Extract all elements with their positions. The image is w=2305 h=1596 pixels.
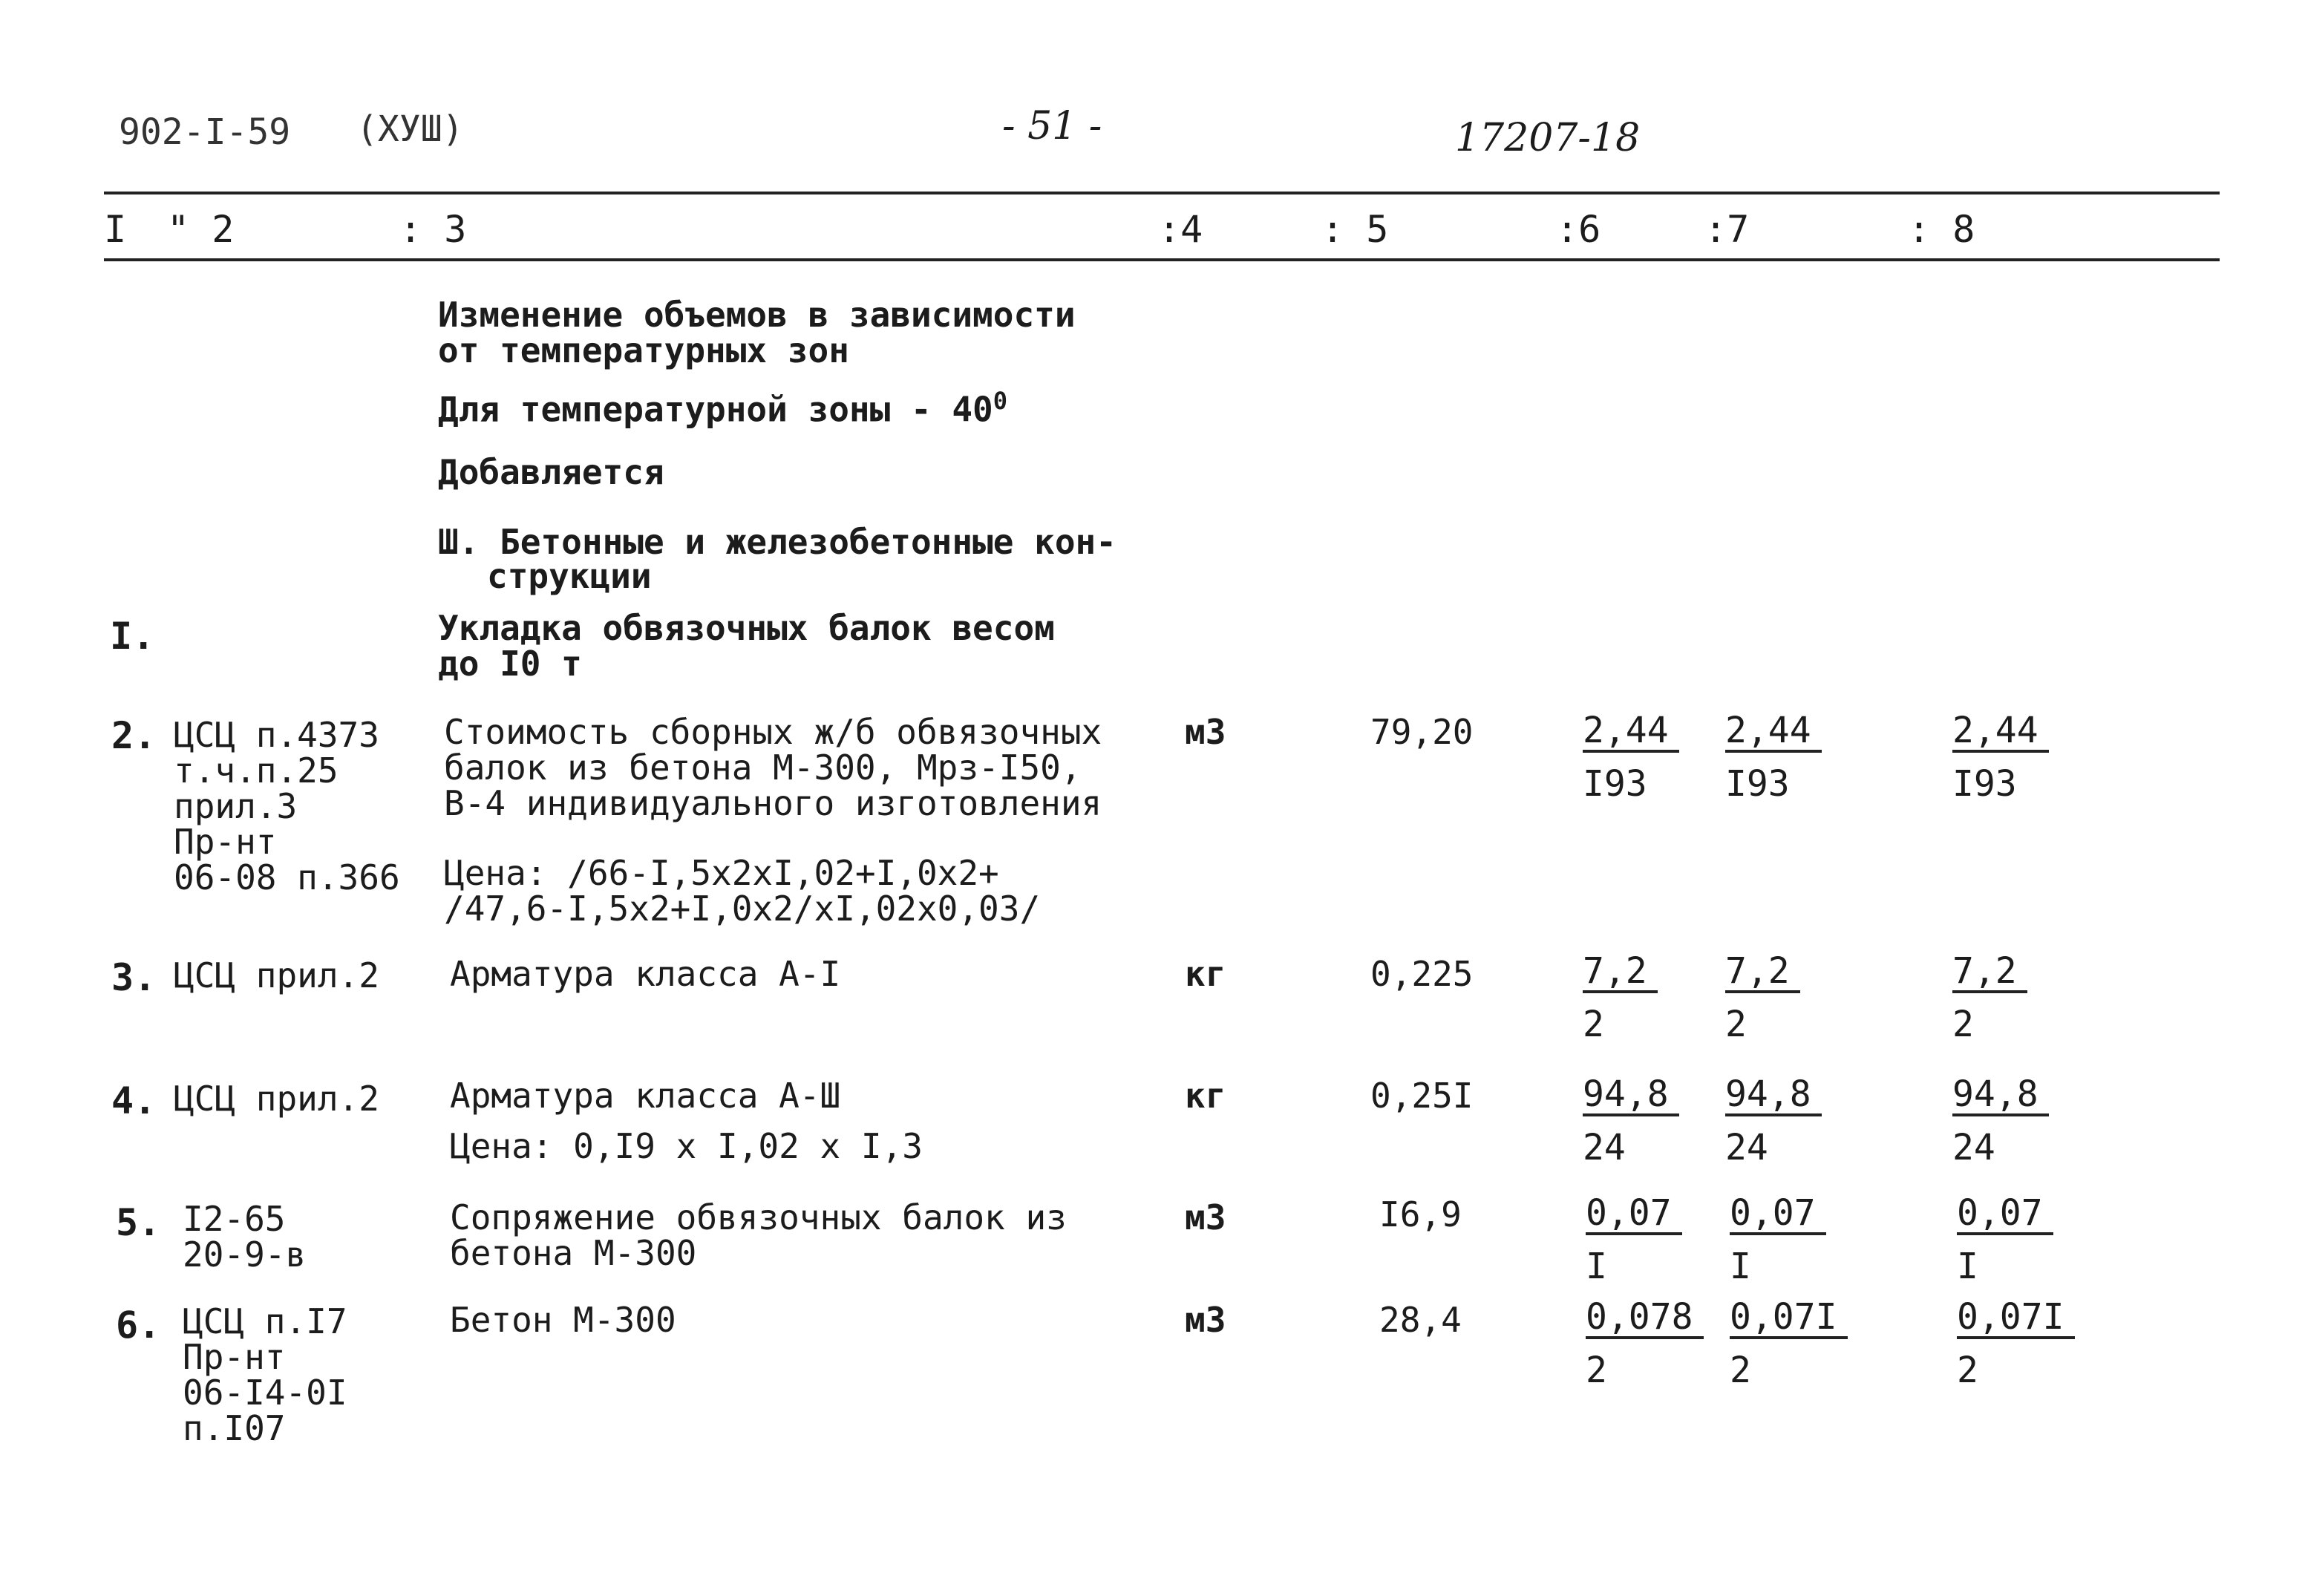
row-3-col8 (1952, 950, 2027, 1045)
col-header-2: " 2 (167, 208, 235, 251)
row-6-code: ЦСЦ п.I7 Пр-нт 06-I4-0I п.I07 (183, 1301, 347, 1448)
row-5-col7 (1730, 1192, 1826, 1287)
row-2-col7-denominator: I93 (1725, 763, 1790, 805)
document-code: 902-I-59 (119, 111, 291, 153)
row-6-unit: м3 (1185, 1300, 1226, 1340)
row-3-col7-numerator: 7,2 (1725, 953, 1800, 993)
row-6-number: 6. (116, 1304, 161, 1347)
row-5-col6-numerator: 0,07 (1586, 1195, 1682, 1235)
row-6-quantity: 28,4 (1379, 1300, 1462, 1340)
row-3-col6-numerator: 7,2 (1583, 953, 1658, 993)
row-2-code: ЦСЦ п.4373 т.ч.п.25 прил.3 Пр-нт 06-08 п.366 (174, 715, 400, 897)
row-2-col7-numerator: 2,44 (1725, 713, 1822, 753)
intro-heading-line1: Изменение объемов в зависимости (438, 295, 1076, 335)
row-2-col6-numerator: 2,44 (1583, 713, 1679, 753)
row-6-col6-denominator: 2 (1586, 1350, 1607, 1391)
page-number: - 51 - (1002, 104, 1102, 148)
section-title-line2: струкции (487, 556, 652, 596)
row-3-number: 3. (111, 956, 157, 999)
row-1-description: Укладка обвязочных балок весом до I0 т (438, 608, 1055, 684)
row-3-description: Арматура класса А-I (450, 954, 841, 994)
row-6-col8 (1957, 1296, 2075, 1391)
section-title-line1: Ш. Бетонные и железобетонные кон- (438, 522, 1116, 562)
table-top-rule (104, 192, 2220, 194)
row-5-col8 (1957, 1192, 2053, 1287)
row-2-col8-denominator: I93 (1952, 763, 2017, 805)
row-4-col6-denominator: 24 (1583, 1127, 1626, 1168)
row-2-col8-numerator: 2,44 (1952, 713, 2049, 753)
row-2-col6-denominator: I93 (1583, 763, 1647, 805)
row-3-col6 (1583, 950, 1658, 1045)
row-5-col7-denominator: I (1730, 1246, 1751, 1287)
row-5-number: 5. (116, 1201, 161, 1244)
row-6-col6-numerator: 0,078 (1586, 1299, 1704, 1339)
zone-line (438, 383, 1008, 430)
row-5-col7-numerator: 0,07 (1730, 1195, 1826, 1235)
row-4-quantity: 0,25I (1370, 1076, 1474, 1116)
row-4-unit: кг (1185, 1076, 1226, 1116)
col-header-8: : 8 (1908, 208, 1975, 251)
row-5-col6 (1586, 1192, 1682, 1287)
row-2-number: 2. (111, 714, 157, 757)
row-2-col6 (1583, 710, 1679, 805)
row-6-description: Бетон М-300 (450, 1300, 676, 1340)
col-header-6: :6 (1556, 208, 1601, 251)
col-header-4: :4 (1158, 208, 1203, 251)
col-header-5: : 5 (1321, 208, 1389, 251)
row-4-col7-denominator: 24 (1725, 1127, 1768, 1168)
row-3-col6-denominator: 2 (1583, 1004, 1604, 1045)
row-2-description: Стоимость сборных ж/б обвязочных балок из бетона М-300, Мрз-I50, В-4 индивидуального изготовления (444, 712, 1102, 823)
row-6-col7-denominator: 2 (1730, 1350, 1751, 1391)
row-2-quantity: 79,20 (1370, 712, 1474, 752)
zone-degree: 0 (993, 387, 1008, 415)
row-5-code: I2-65 20-9-в (183, 1199, 307, 1275)
row-4-col8 (1952, 1073, 2049, 1168)
row-6-col7-numerator: 0,07I (1730, 1299, 1848, 1339)
row-4-number: 4. (111, 1079, 157, 1122)
row-2-col8 (1952, 710, 2049, 805)
row-5-unit: м3 (1185, 1197, 1226, 1237)
row-2-col7 (1725, 710, 1822, 805)
row-3-col7-denominator: 2 (1725, 1004, 1747, 1045)
row-3-col8-numerator: 7,2 (1952, 953, 2027, 993)
row-6-col6 (1586, 1296, 1704, 1391)
row-6-col8-numerator: 0,07I (1957, 1299, 2075, 1339)
document-part: (ХУШ) (356, 108, 464, 150)
row-4-price: Цена: 0,I9 x I,02 x I,3 (450, 1126, 923, 1166)
row-4-col8-denominator: 24 (1952, 1127, 1995, 1168)
row-4-col8-numerator: 94,8 (1952, 1076, 2049, 1116)
row-5-col8-denominator: I (1957, 1246, 1978, 1287)
row-4-description: Арматура класса А-Ш (450, 1076, 841, 1116)
row-6-col8-denominator: 2 (1957, 1350, 1978, 1391)
row-5-quantity: I6,9 (1379, 1194, 1462, 1234)
zone-text: Для температурной зоны - 40 (438, 389, 993, 430)
intro-heading-line2: от температурных зон (438, 330, 849, 370)
col-header-1: I (104, 208, 127, 251)
col-header-3: : 3 (399, 208, 467, 251)
row-4-code: ЦСЦ прил.2 (174, 1079, 379, 1119)
added-label: Добавляется (438, 452, 664, 492)
row-4-col6 (1583, 1073, 1679, 1168)
row-5-description: Сопряжение обвязочных балок из бетона М-300 (450, 1197, 1067, 1273)
row-4-col7-numerator: 94,8 (1725, 1076, 1822, 1116)
col-header-7: :7 (1704, 208, 1750, 251)
row-6-col7 (1730, 1296, 1848, 1391)
row-5-col8-numerator: 0,07 (1957, 1195, 2053, 1235)
row-2-price: Цена: /66-I,5x2xI,02+I,0x2+ /47,6-I,5x2+I,0x2/xI,02x0,03/ (444, 853, 1041, 929)
row-5-col6-denominator: I (1586, 1246, 1607, 1287)
row-3-col7 (1725, 950, 1800, 1045)
row-3-unit: кг (1185, 954, 1226, 994)
row-3-col8-denominator: 2 (1952, 1004, 1974, 1045)
sheet-code: 17207-18 (1455, 116, 1641, 160)
row-2-unit: м3 (1185, 712, 1226, 752)
row-3-quantity: 0,225 (1370, 954, 1474, 994)
table-header-rule (104, 258, 2220, 261)
row-3-code: ЦСЦ прил.2 (174, 955, 379, 995)
row-4-col7 (1725, 1073, 1822, 1168)
row-1-number: I. (110, 615, 155, 658)
row-4-col6-numerator: 94,8 (1583, 1076, 1679, 1116)
